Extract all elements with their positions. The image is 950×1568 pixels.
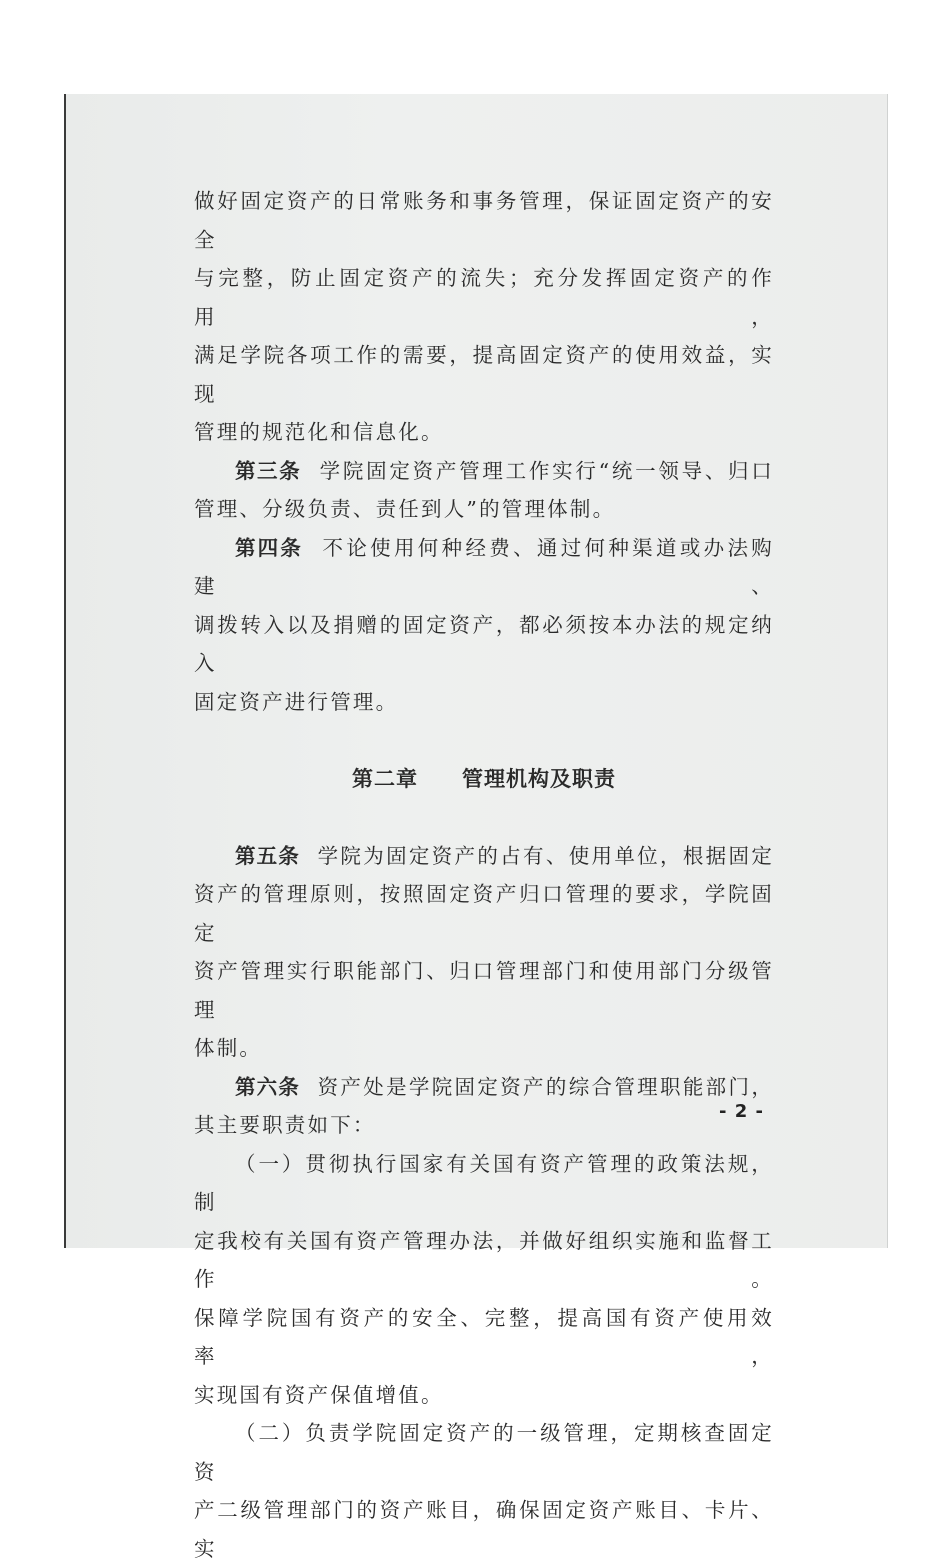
text-line: 资产管理实行职能部门、归口管理部门和使用部门分级管理 [194, 959, 774, 1022]
chapter-heading [194, 760, 774, 799]
article-label: 第四条 [235, 535, 303, 560]
text-line: 管理、分级负责、责任到人”的管理体制。 [194, 497, 616, 521]
text-line: 满足学院各项工作的需要，提高固定资产的使用效益，实现 [194, 343, 774, 406]
text-line: 体制。 [194, 1036, 263, 1060]
text-line: 调拨转入以及捐赠的固定资产，都必须按本办法的规定纳入 [194, 612, 774, 675]
chapter-number: 第二章 [352, 766, 418, 791]
article-label: 第六条 [235, 1074, 300, 1099]
article-3-line [194, 452, 774, 491]
page-content [194, 182, 774, 1568]
text-line: 管理的规范化和信息化。 [194, 420, 444, 444]
text-line: 资产处是学院固定资产的综合管理职能部门， [317, 1074, 775, 1099]
text-line: 不论使用何种经费、通过何种渠道或办法购建、 [194, 535, 774, 598]
text-line: 定我校有关国有资产管理办法，并做好组织实施和监督工作。 [194, 1228, 774, 1291]
text-line: 保障学院国有资产的安全、完整，提高国有资产使用效率， [194, 1305, 774, 1368]
text-line: 与完整，防止固定资产的流失；充分发挥固定资产的作用， [194, 266, 774, 329]
text-line: （二）负责学院固定资产的一级管理，定期核查固定资 [194, 1421, 774, 1484]
text-line: 产二级管理部门的资产账目，确保固定资产账目、卡片、实 [194, 1498, 774, 1561]
text-line: （一）贯彻执行国家有关国有资产管理的政策法规，制 [194, 1151, 774, 1214]
document-page [64, 94, 888, 1561]
article-label: 第五条 [235, 843, 300, 868]
article-5-line [194, 837, 774, 876]
article-4-line [194, 529, 774, 606]
article-label: 第三条 [235, 458, 302, 483]
chapter-title: 管理机构及职责 [462, 766, 616, 791]
text-line: 固定资产进行管理。 [194, 689, 399, 714]
text-line: 其主要职责如下： [194, 1113, 376, 1137]
text-line: 学院为固定资产的占有、使用单位，根据固定 [317, 843, 775, 868]
page-number: - 2 - [719, 1101, 764, 1122]
text-line: 做好固定资产的日常账务和事务管理，保证固定资产的安全 [194, 189, 774, 252]
text-line: 实现国有资产保值增值。 [194, 1382, 444, 1407]
article-6-line [194, 1068, 774, 1107]
text-line: 学院固定资产管理工作实行“统一领导、归口 [319, 458, 775, 483]
text-line: 资产的管理原则，按照固定资产归口管理的要求，学院固定 [194, 882, 774, 945]
